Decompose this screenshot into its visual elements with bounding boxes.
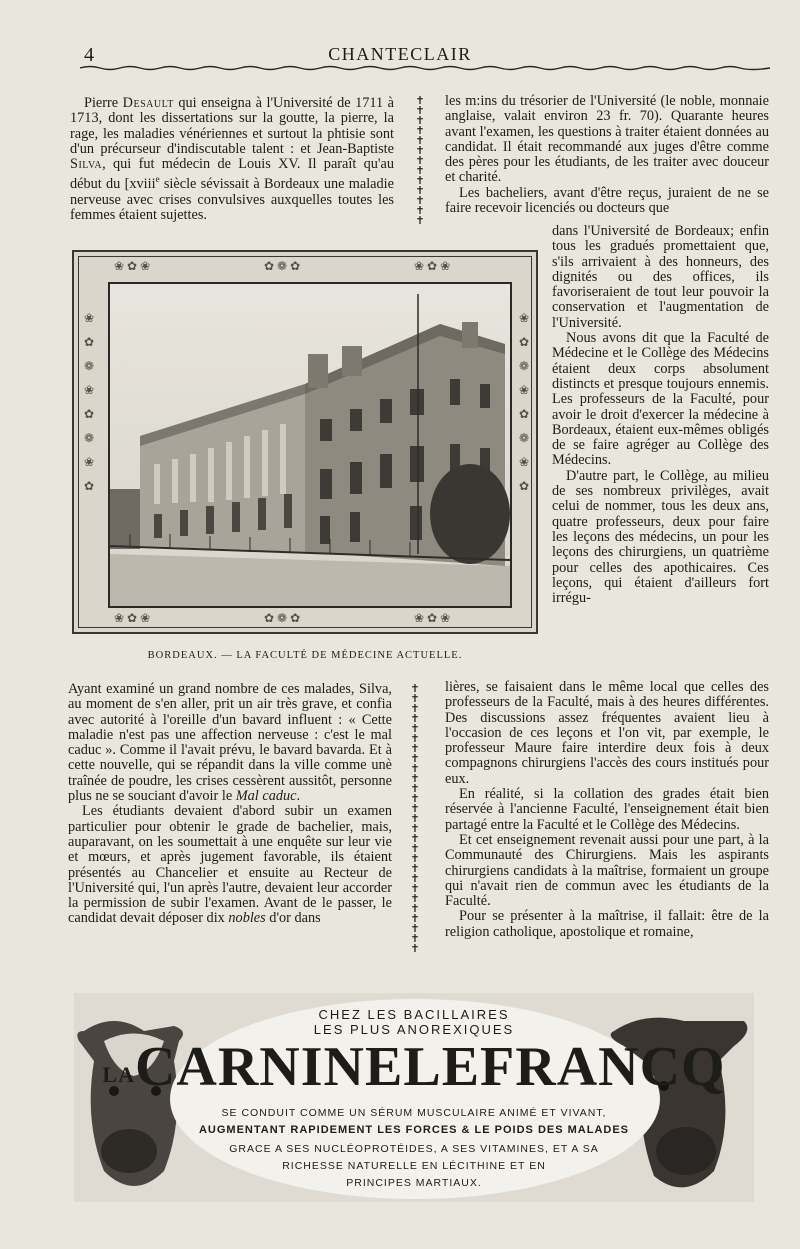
text-run: . — [296, 788, 301, 805]
floral-ornament-icon: ❀ ✿ ❁ ❀ ✿ ❁ ❀ ✿ — [84, 311, 95, 493]
text-run: Pierre — [84, 95, 123, 111]
text-run: qui enseigna à l'Université de 1711 à 1713, dont les dissertations sur la goutte, la pierre, la rage, les maladies vénériennes et surtout la phtisie sont d'un précurseur d'indiscutable talent : et Jean-Baptiste — [70, 95, 394, 157]
name-desault: Desault — [122, 95, 174, 111]
column-divider-bottom: ✝ ✝ ✝ ✝ ✝ ✝ ✝ ✝ ✝ ✝ ✝ ✝ ✝ ✝ ✝ ✝ ✝ ✝ ✝ ✝ ✝ ✝ ✝ ✝ ✝ ✝ ✝ — [410, 684, 420, 955]
text-run: Ayant examiné un grand nombre de ces malades, Silva, au moment de s'en aller, prit un air très grave, et confia avec autorité à l'oreille d'un bavard influent : « Cette maladie n'est pas une affection nerveuse : c'est le mal caduc ». Comme il l'avait prévu, le bavard bavarda. Et à cette nouvelle, qui se répandit dans la ville comme unè traînée de poudre, les crises cessèrent aussitôt, personne plus ne se souciant d'avoir le — [68, 681, 392, 805]
floral-ornament-icon: ✿ ❁ ✿ — [264, 259, 301, 273]
right-column-top — [445, 94, 769, 216]
right-column-beside-photo — [552, 224, 769, 606]
paragraph: Nous avons dit que la Faculté de Médecine et le Collège des Médecins étaient deux corps absolument distincts et presque toujours ennemis. Les professeurs de la Faculté, pour avoir le droit d'exercer la médecine à Bordeaux, étaient eux-mêmes obligés de se faire agréger au Collège des Médecins. — [552, 330, 769, 469]
name-silva: Silva — [70, 156, 103, 173]
floral-ornament-icon: ❀ ✿ ❀ — [114, 259, 151, 273]
advert-brand-name — [74, 1037, 754, 1105]
building-illustration — [110, 284, 510, 606]
floral-ornament-icon: ❀ ✿ ❀ — [414, 611, 451, 625]
advert-text: PRINCIPES MARTIAUX. — [346, 1177, 482, 1189]
floral-ornament-icon: ❀ ✿ ❀ — [414, 259, 451, 273]
advert-tagline: LES PLUS ANOREXIQUES — [313, 1022, 515, 1037]
brand-article: LA — [102, 1061, 135, 1087]
brand-word: LEFRANCQ — [403, 1036, 726, 1098]
floral-ornament-icon: ✿ ❁ ✿ — [264, 611, 301, 625]
advertisement — [74, 993, 754, 1202]
floral-ornament-icon: ❀ ✿ ❀ — [114, 611, 151, 625]
paragraph: lières, se faisaient dans le même local que celles des professeurs de la Faculté, mais à des heures différentes. Des discussions assez fréquentes avaient lieu à l'occasion de ces leçons et l'on vit, par exemple, le professeur Maure faire interdire deux fois à deux compagnons chirurgiens l'accès des cours institués pour eux. — [445, 679, 769, 787]
header-rule — [80, 64, 770, 72]
paragraph — [68, 682, 392, 804]
emphasis: nobles — [228, 910, 266, 927]
brand-word: CARNINE — [134, 1036, 404, 1098]
text-run: siècle sévissait à Bordeaux une maladie nerveuse avec crises convulsives auxquelles toutes les femmes étaient sujettes. — [70, 176, 394, 223]
paragraph — [70, 96, 394, 223]
paragraph: Pour se présenter à la maîtrise, il fallait: être de la religion catholique, apostolique et romaine, — [445, 908, 769, 940]
emphasis: Mal caduc — [235, 788, 297, 805]
paragraph: dans l'Université de Bordeaux; enfin tous les gradués promettaient que, s'ils arrivaient à des honneurs, des dignités ou des offices, ils favoriseraient de tout leur pouvoir la conservation et l'augmentation de l'Université. — [552, 223, 769, 331]
paragraph: les m:ins du trésorier de l'Université (le noble, monnaie anglaise, valait environ 23 fr. 70). Quarante heures avant l'examen, les questions à traiter étaient données au candidat. Il était recommandé aux juges d'être comme des pères pour les étudiants, de les traiter avec douceur et charité. — [445, 93, 769, 186]
figure-caption: BORDEAUX. — LA FACULTÉ DE MÉDECINE ACTUELLE. — [147, 650, 463, 661]
superscript: e — [155, 174, 160, 185]
column-divider-top: ✝ ✝ ✝ ✝ ✝ ✝ ✝ ✝ ✝ ✝ ✝ ✝ ✝ — [415, 96, 425, 227]
photo-frame — [72, 250, 538, 634]
faculty-building-photo — [108, 282, 512, 608]
paragraph: Et cet enseignement revenait aussi pour une part, à la Communauté des Chirurgiens. Mais les aspirants chirurgiens candidats à la maîtrise, formaient un groupe qui n'avait rien de commun avec les étudiants de la Faculté. — [445, 831, 769, 910]
text-run: Les étudiants devaient d'abord subir un examen particulier pour obtenir le grade de bachelier, mais, auparavant, on les soumettait à une enquête sur leur vie et mœurs, et après jugement favorable, ils étaient présentés au Chancelier et ensuite au Recteur de l'Université qui, l'un après l'autre, devaient leur accorder la permission de subir l'examen. Avant de le passer, le candidat devait déposer dix — [68, 803, 392, 927]
page-number: 4 — [84, 44, 94, 66]
paragraph: En réalité, si la collation des grades était bien réservée à l'ancienne Faculté, l'enseignement était bien partagé entre la Faculté et le Collège des Médecins. — [445, 786, 769, 833]
paragraph — [68, 804, 392, 926]
left-column-bottom — [68, 682, 392, 927]
right-column-bottom — [445, 680, 769, 940]
running-head: CHANTECLAIR — [328, 44, 472, 64]
floral-ornament-icon: ❀ ✿ ❁ ❀ ✿ ❁ ❀ ✿ — [519, 311, 530, 493]
advert-text: SE CONDUIT COMME UN SÉRUM MUSCULAIRE ANIMÉ ET VIVANT, — [221, 1107, 607, 1119]
text-run: d'or dans — [265, 910, 321, 927]
advert-tagline: CHEZ LES BACILLAIRES — [318, 1007, 510, 1022]
text-run: , qui fut médecin de Louis XV. Il paraît qu'au début du [xviii — [70, 156, 394, 193]
left-column-top — [70, 96, 394, 223]
paragraph: D'autre part, le Collège, au milieu de ses nombreux privilèges, avait celui de nommer, tous les deux ans, quatre professeurs, deux pour faire les leçons des médecins, un pour les leçons des chirurgiens, un quatrième pour celles des apothicaires. Ces leçons, qui étaient d'ailleurs fort irrégu- — [552, 467, 769, 607]
advert-text: AUGMENTANT RAPIDEMENT LES FORCES & LE POIDS DES MALADES — [198, 1124, 630, 1136]
advert-text: RICHESSE NATURELLE EN LÉCITHINE ET EN — [282, 1160, 546, 1172]
paragraph: Les bacheliers, avant d'être reçus, juraient de ne se faire recevoir licenciés ou docteurs que — [445, 184, 769, 217]
advert-text: GRACE A SES NUCLÉOPROTÉIDES, A SES VITAMINES, ET A SA — [229, 1143, 599, 1155]
